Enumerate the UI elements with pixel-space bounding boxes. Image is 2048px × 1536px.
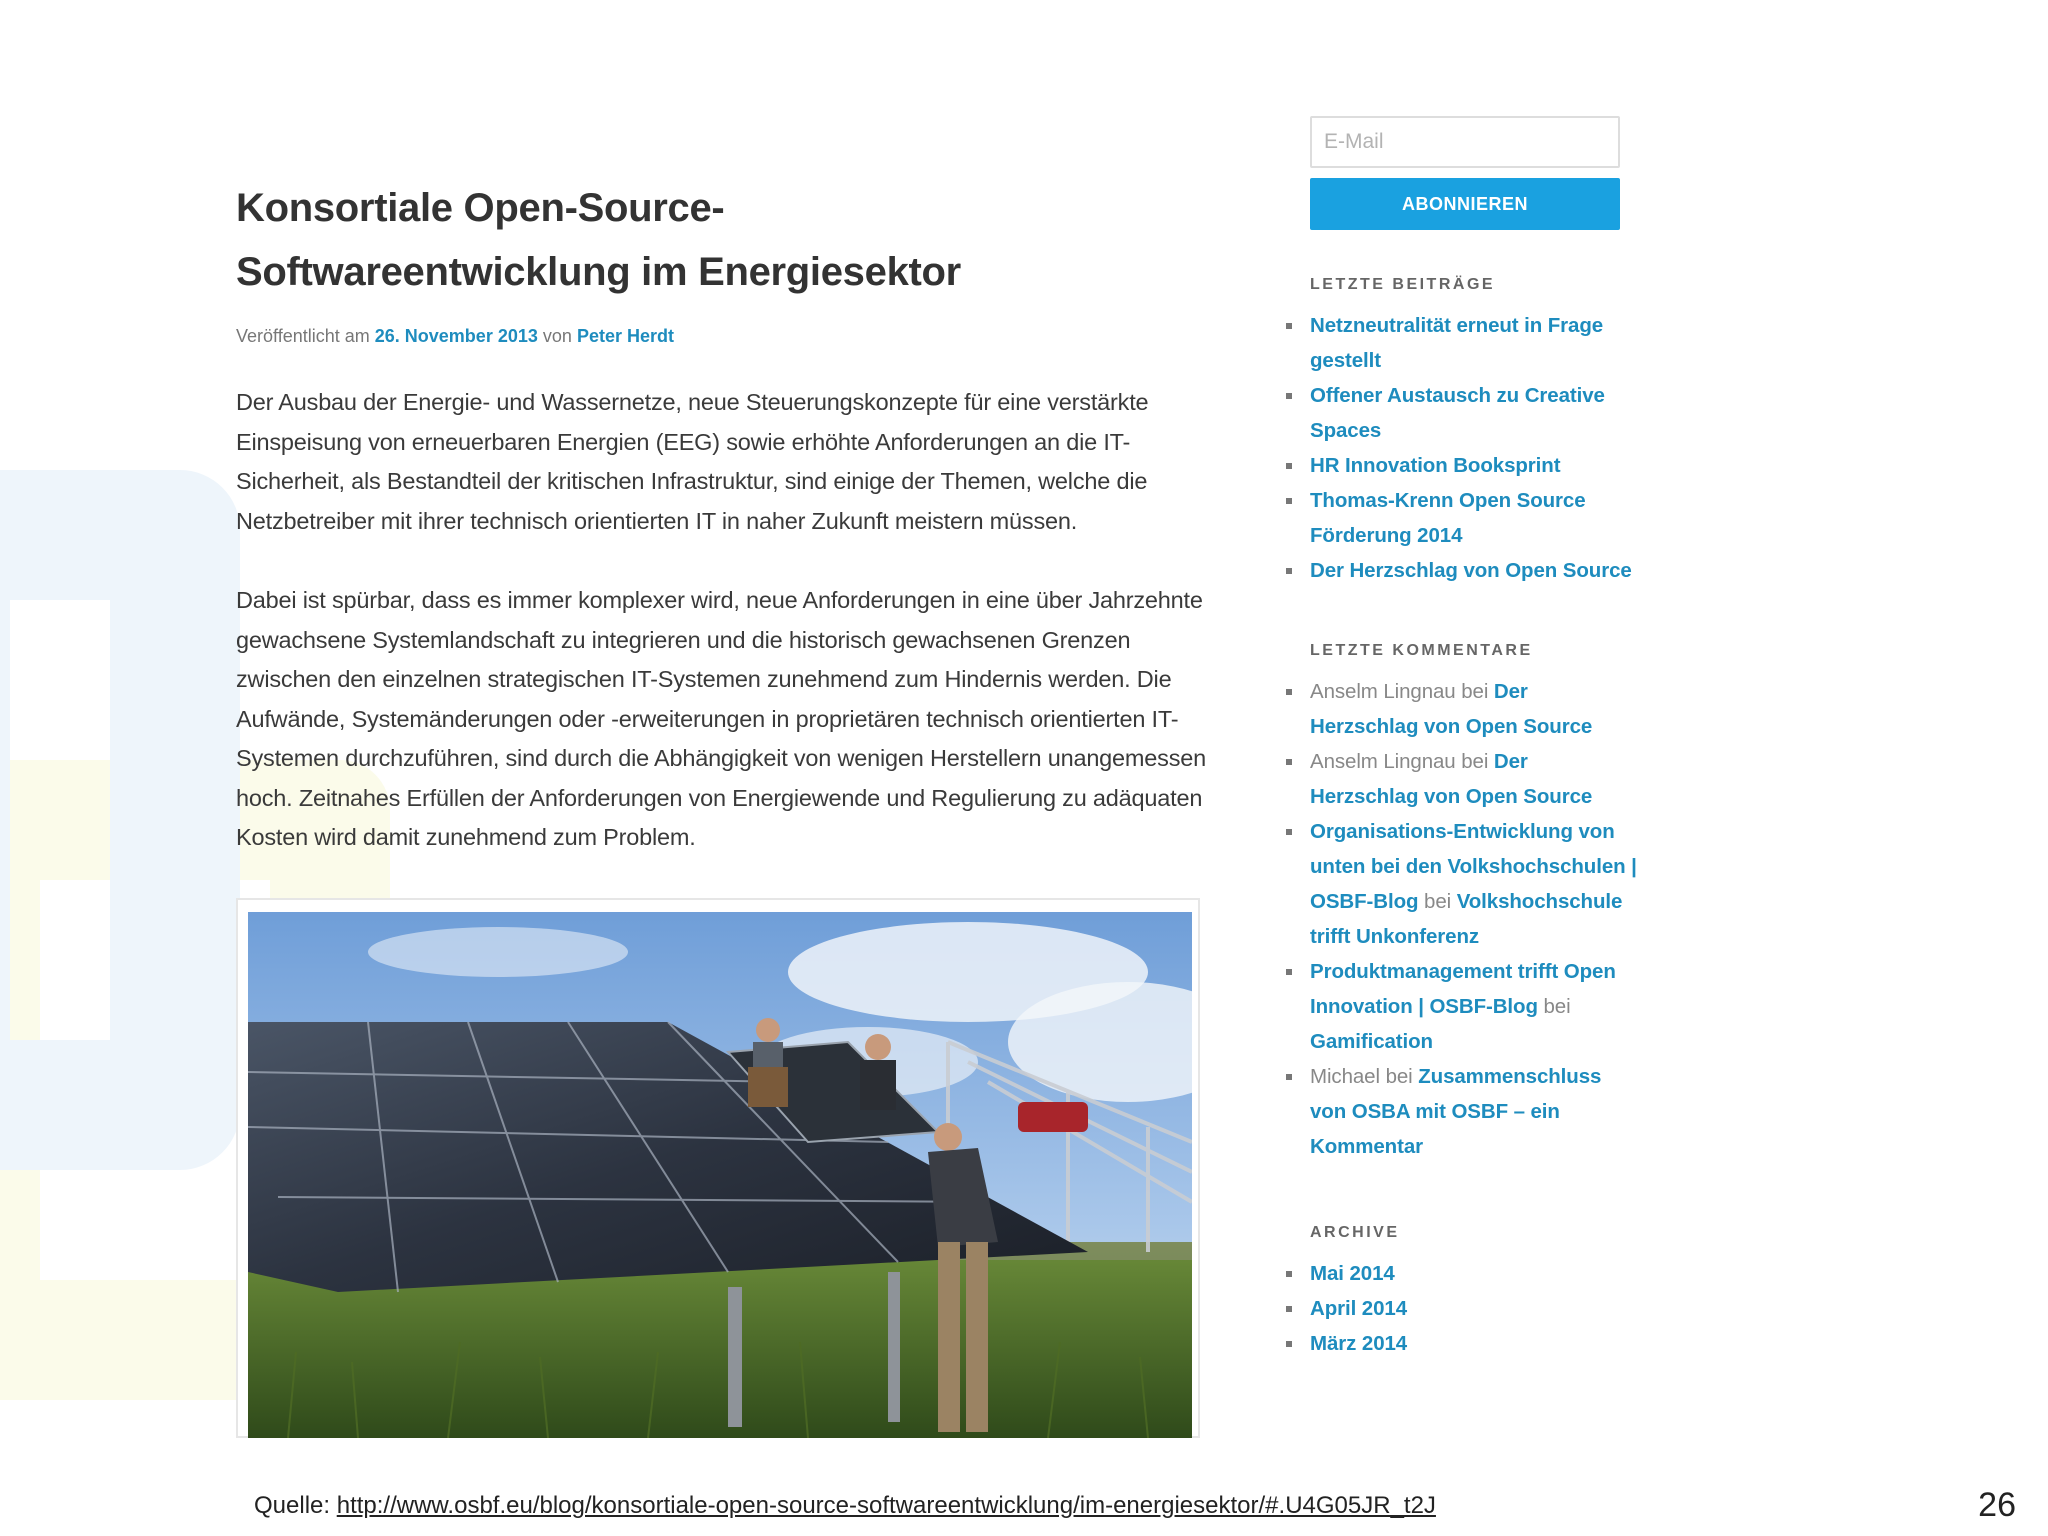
- article-title-line2: Softwareentwicklung im Energiesektor: [236, 250, 961, 294]
- recent-comments-title: LETZTE KOMMENTARE: [1310, 642, 1533, 659]
- list-item: [1310, 744, 1640, 814]
- meta-by: von: [542, 326, 572, 346]
- archive-list: [1310, 1256, 1640, 1361]
- recent-comments-list: [1310, 674, 1640, 1164]
- solar-panel-photo: [248, 912, 1192, 1438]
- list-item: [1310, 1059, 1640, 1164]
- comment-post-link[interactable]: Der Herzschlag von Open Source: [1310, 680, 1593, 738]
- recent-post-link[interactable]: Der Herzschlag von Open Source: [1310, 559, 1632, 582]
- list-item[interactable]: [1310, 553, 1640, 588]
- article-title[interactable]: [236, 176, 1206, 304]
- comment-author: Anselm Lingnau: [1310, 680, 1456, 703]
- archive-link[interactable]: März 2014: [1310, 1332, 1408, 1355]
- archive-link[interactable]: Mai 2014: [1310, 1262, 1395, 1285]
- recent-posts-list: [1310, 308, 1640, 588]
- list-item: [1310, 814, 1640, 954]
- meta-prefix: Veröffentlicht am: [236, 326, 370, 346]
- list-item[interactable]: [1310, 308, 1640, 378]
- list-item[interactable]: [1310, 448, 1640, 483]
- archive-title: ARCHIVE: [1310, 1224, 1400, 1241]
- comment-by: bei: [1461, 680, 1489, 703]
- list-item[interactable]: [1310, 378, 1640, 448]
- list-item[interactable]: [1310, 1291, 1640, 1326]
- article: [236, 176, 1206, 858]
- sidebar: [1310, 116, 1640, 1361]
- article-title-line1: Konsortiale Open-Source-: [236, 186, 725, 230]
- comment-author: Anselm Lingnau: [1310, 750, 1456, 773]
- recent-post-link[interactable]: HR Innovation Booksprint: [1310, 454, 1561, 477]
- list-item[interactable]: [1310, 1256, 1640, 1291]
- comment-post-link[interactable]: Volkshochschule trifft Unkonferenz: [1310, 890, 1623, 948]
- comment-post-link[interactable]: Zusammenschluss von OSBA mit OSBF – ein Kommentar: [1310, 1065, 1602, 1158]
- recent-post-link[interactable]: Netzneutralität erneut in Frage gestellt: [1310, 314, 1604, 372]
- comment-by: bei: [1385, 1065, 1413, 1088]
- comment-author-link[interactable]: Organisations-Entwicklung von unten bei den Volkshochschulen | OSBF-Blog: [1310, 820, 1637, 913]
- comment-author: Michael: [1310, 1065, 1380, 1088]
- article-image: [236, 898, 1200, 1438]
- article-paragraph-2: Dabei ist spürbar, dass es immer komplexer wird, neue Anforderungen in eine über Jahrzehnte gewachsene Systemlandschaft zu integrieren und die historisch gewachsenen Grenzen zwischen den einzelnen strategischen IT-Systemen zunehmend zum Hindernis werden. Die Aufwände, Systemänderungen oder -erweiterungen in proprietären technisch orientierten IT-Systemen durchzuführen, sind durch die Abhängigkeit von wenigen Herstellern unangemessen hoch. Zeitnahes Erfüllen der Anforderungen von Energiewende und Regulierung zu adäquaten Kosten wird damit zunehmend zum Problem.: [236, 587, 1207, 850]
- source-link[interactable]: http://www.osbf.eu/blog/konsortiale-open-source-softwareentwicklung/im-energiesektor/#.U4G05JR_t2J: [336, 1492, 1436, 1519]
- comment-by: bei: [1543, 995, 1571, 1018]
- meta-date-link[interactable]: 26. November 2013: [374, 326, 538, 346]
- recent-post-link[interactable]: Offener Austausch zu Creative Spaces: [1310, 384, 1605, 442]
- article-meta: [236, 326, 1206, 347]
- recent-post-link[interactable]: Thomas-Krenn Open Source Förderung 2014: [1310, 489, 1586, 547]
- archive-link[interactable]: April 2014: [1310, 1297, 1407, 1320]
- comment-post-link[interactable]: Der Herzschlag von Open Source: [1310, 750, 1593, 808]
- article-paragraph-1: Der Ausbau der Energie- und Wassernetze, neue Steuerungskonzepte für eine verstärkte Einspeisung von erneuerbaren Energien (EEG) sowie erhöhte Anforderungen an die IT-Sicherheit, als Bestandteil der kritischen Infrastruktur, sind einige der Themen, welche die Netzbetreiber mit ihrer technisch orientierten IT in naher Zukunft meistern müssen.: [236, 389, 1149, 534]
- list-item[interactable]: [1310, 483, 1640, 553]
- comment-author-link[interactable]: Produktmanagement trifft Open Innovation | OSBF-Blog: [1310, 960, 1616, 1018]
- list-item: [1310, 674, 1640, 744]
- recent-posts-title: LETZTE BEITRÄGE: [1310, 276, 1496, 293]
- subscribe-button[interactable]: ABONNIEREN: [1310, 178, 1620, 230]
- source-citation: [254, 1492, 1436, 1520]
- background-logo-blue: [0, 470, 240, 1170]
- source-label: Quelle:: [254, 1492, 331, 1519]
- list-item[interactable]: [1310, 1326, 1640, 1361]
- comment-by: bei: [1461, 750, 1489, 773]
- page-number: 26: [1978, 1486, 2016, 1524]
- email-input[interactable]: [1310, 116, 1620, 168]
- comment-post-link[interactable]: Gamification: [1310, 1030, 1433, 1053]
- list-item: [1310, 954, 1640, 1059]
- comment-by: bei: [1424, 890, 1452, 913]
- meta-author-link[interactable]: Peter Herdt: [576, 326, 674, 346]
